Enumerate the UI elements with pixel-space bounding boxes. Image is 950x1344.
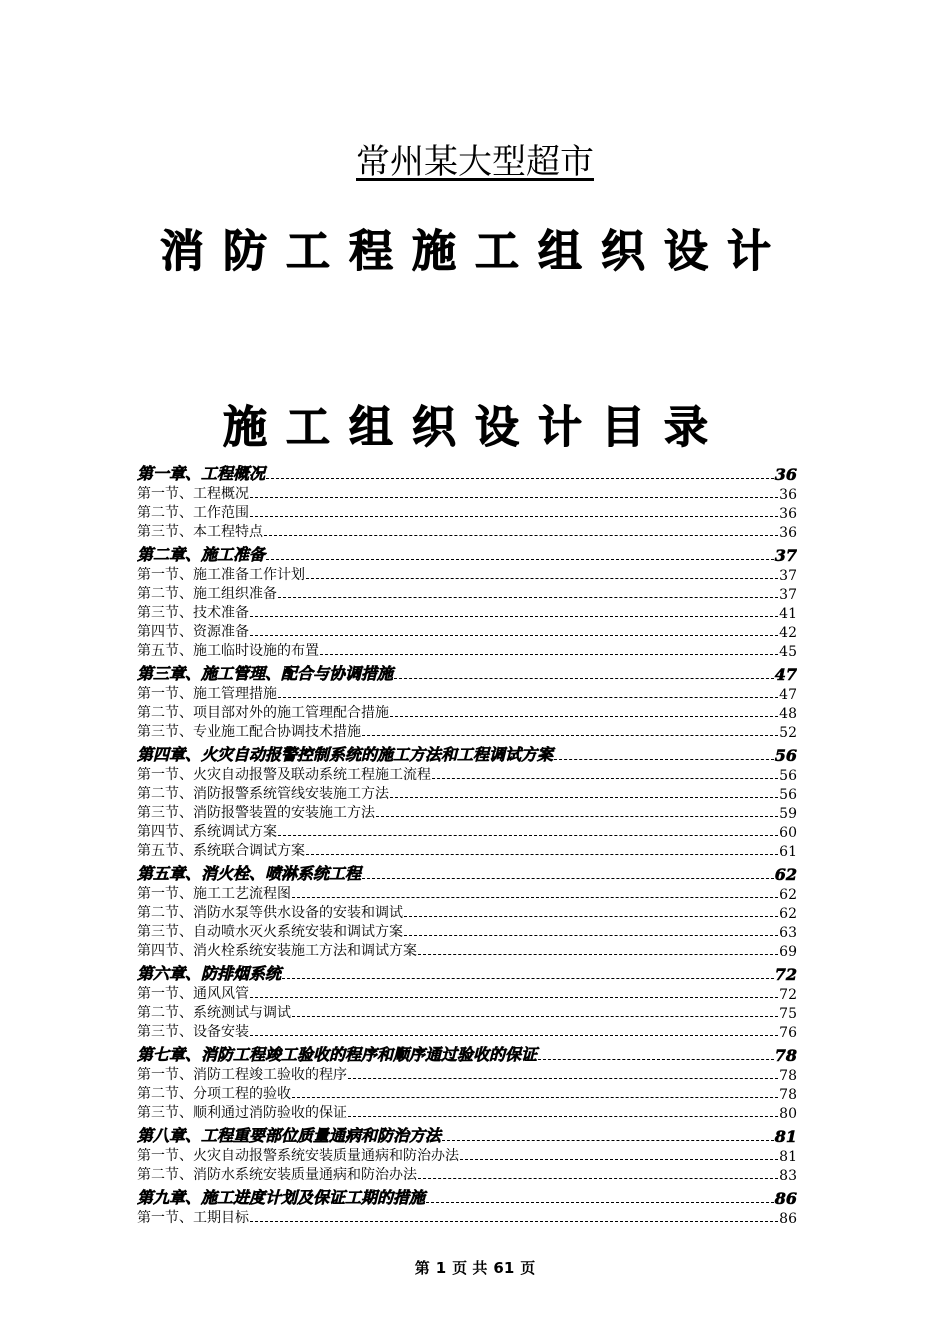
toc-entry-label: 第八章、工程重要部位质量通病和防治方法 <box>137 1126 442 1145</box>
toc-entry-label: 第一节、火灾自动报警及联动系统工程施工流程 <box>137 767 431 783</box>
toc-entry-label: 第一节、施工准备工作计划 <box>137 567 305 583</box>
toc-entry-label: 第一节、火灾自动报警系统安装质量通病和防治办法 <box>137 1148 459 1164</box>
toc-section-row[interactable] <box>137 1165 797 1184</box>
toc-section-row[interactable] <box>137 484 797 503</box>
toc-entry-label: 第九章、施工进度计划及保证工期的措施 <box>137 1188 426 1207</box>
toc-page-number: 47 <box>779 687 797 703</box>
toc-entry-label: 第二节、消防水系统安装质量通病和防治办法 <box>137 1167 417 1183</box>
toc-dot-leader <box>250 616 778 617</box>
toc-page-number: 37 <box>779 587 797 603</box>
toc-entry-label: 第四节、资源准备 <box>137 624 249 640</box>
toc-entry-label: 第五章、消火栓、喷淋系统工程 <box>137 864 362 883</box>
toc-dot-leader <box>250 1221 778 1222</box>
toc-page-number: 72 <box>774 965 797 984</box>
toc-page-number: 75 <box>779 1006 797 1022</box>
toc-section-row[interactable] <box>137 584 797 603</box>
toc-dot-leader <box>266 559 774 560</box>
toc-dot-leader <box>362 878 774 879</box>
toc-entry-label: 第七章、消防工程竣工验收的程序和顺序通过验收的保证 <box>137 1045 538 1064</box>
toc-dot-leader <box>404 916 778 917</box>
toc-dot-leader <box>266 478 774 479</box>
toc-dot-leader <box>432 778 778 779</box>
toc-dot-leader <box>390 716 778 717</box>
toc-page-number: 62 <box>779 887 797 903</box>
toc-section-row[interactable] <box>137 884 797 903</box>
toc-dot-leader <box>376 816 778 817</box>
toc-heading: 施工组织设计目录 <box>223 402 727 453</box>
toc-section-row[interactable] <box>137 1103 797 1122</box>
toc-dot-leader <box>426 1202 774 1203</box>
toc-section-row[interactable] <box>137 841 797 860</box>
toc-entry-label: 第一节、施工工艺流程图 <box>137 886 291 902</box>
toc-section-row[interactable] <box>137 1065 797 1084</box>
toc-dot-leader <box>348 1078 778 1079</box>
toc-section-row[interactable] <box>137 922 797 941</box>
toc-dot-leader <box>404 935 778 936</box>
toc-section-row[interactable] <box>137 941 797 960</box>
toc-page-number: 37 <box>779 568 797 584</box>
footer-total-pages: 61 <box>493 1259 515 1277</box>
toc-entry-label: 第三节、技术准备 <box>137 605 249 621</box>
toc-chapter-row[interactable] <box>137 1122 797 1146</box>
toc-page-number: 62 <box>779 906 797 922</box>
toc-entry-label: 第二节、工作范围 <box>137 505 249 521</box>
toc-page-number: 83 <box>779 1168 797 1184</box>
toc-section-row[interactable] <box>137 765 797 784</box>
toc-page-number: 78 <box>779 1068 797 1084</box>
toc-entry-label: 第二节、消防报警系统管线安装施工方法 <box>137 786 389 802</box>
toc-chapter-row[interactable] <box>137 460 797 484</box>
toc-page-number: 52 <box>779 725 797 741</box>
toc-dot-leader <box>418 954 778 955</box>
toc-page-number: 86 <box>779 1211 797 1227</box>
toc-dot-leader <box>250 516 778 517</box>
toc-dot-leader <box>538 1059 774 1060</box>
footer-middle: 页 共 <box>452 1259 488 1277</box>
toc-page-number: 63 <box>779 925 797 941</box>
toc-page-number: 45 <box>779 644 797 660</box>
toc-entry-label: 第二章、施工准备 <box>137 545 266 564</box>
toc-entry-label: 第四节、消火栓系统安装施工方法和调试方案 <box>137 943 417 959</box>
toc-page-number: 37 <box>774 546 797 565</box>
toc-section-row[interactable] <box>137 784 797 803</box>
toc-section-row[interactable] <box>137 503 797 522</box>
footer-current-page: 1 <box>435 1259 447 1277</box>
toc-page-number: 36 <box>779 487 797 503</box>
toc-entry-label: 第一节、消防工程竣工验收的程序 <box>137 1067 347 1083</box>
toc-entry-label: 第三节、自动喷水灭火系统安装和调试方案 <box>137 924 403 940</box>
toc-page-number: 81 <box>774 1127 797 1146</box>
toc-chapter-row[interactable] <box>137 1041 797 1065</box>
toc-dot-leader <box>250 1035 778 1036</box>
toc-page-number: 56 <box>774 746 797 765</box>
page-footer <box>0 1257 950 1278</box>
toc-chapter-row[interactable] <box>137 960 797 984</box>
toc-entry-label: 第一节、通风风管 <box>137 986 249 1002</box>
toc-section-row[interactable] <box>137 1084 797 1103</box>
toc-section-row[interactable] <box>137 703 797 722</box>
toc-page-number: 78 <box>774 1046 797 1065</box>
toc-dot-leader <box>554 759 774 760</box>
toc-section-row[interactable] <box>137 722 797 741</box>
toc-section-row[interactable] <box>137 1022 797 1041</box>
toc-page-number: 72 <box>779 987 797 1003</box>
toc-page-number: 81 <box>779 1149 797 1165</box>
toc-page-number: 60 <box>779 825 797 841</box>
document-subtitle <box>0 140 950 184</box>
toc-entry-label: 第三章、施工管理、配合与协调措施 <box>137 664 394 683</box>
toc-section-row[interactable] <box>137 641 797 660</box>
toc-entry-label: 第三节、设备安装 <box>137 1024 249 1040</box>
toc-page-number: 61 <box>779 844 797 860</box>
toc-dot-leader <box>278 697 778 698</box>
toc-page-number: 42 <box>779 625 797 641</box>
toc-entry-label: 第六章、防排烟系统 <box>137 964 282 983</box>
toc-section-row[interactable] <box>137 903 797 922</box>
toc-dot-leader <box>250 997 778 998</box>
toc-page-number: 59 <box>779 806 797 822</box>
toc-dot-leader <box>306 854 778 855</box>
toc-entry-label: 第五节、施工临时设施的布置 <box>137 643 319 659</box>
toc-page-number: 48 <box>779 706 797 722</box>
table-of-contents <box>137 460 797 1227</box>
toc-page-number: 36 <box>779 525 797 541</box>
toc-entry-label: 第二节、项目部对外的施工管理配合措施 <box>137 705 389 721</box>
toc-dot-leader <box>292 1016 778 1017</box>
toc-section-row[interactable] <box>137 622 797 641</box>
toc-entry-label: 第一节、工程概况 <box>137 486 249 502</box>
toc-chapter-row[interactable] <box>137 741 797 765</box>
toc-dot-leader <box>320 654 778 655</box>
toc-dot-leader <box>418 1178 778 1179</box>
toc-section-row[interactable] <box>137 565 797 584</box>
toc-section-row[interactable] <box>137 1208 797 1227</box>
toc-section-row[interactable] <box>137 1146 797 1165</box>
toc-page-number: 80 <box>779 1106 797 1122</box>
toc-dot-leader <box>442 1140 774 1141</box>
toc-page-number: 62 <box>774 865 797 884</box>
toc-page-number: 86 <box>774 1189 797 1208</box>
toc-dot-leader <box>282 978 774 979</box>
document-subtitle-text: 常州某大型超市 <box>356 142 594 182</box>
toc-entry-label: 第四节、系统调试方案 <box>137 824 277 840</box>
toc-page-number: 36 <box>779 506 797 522</box>
toc-page-number: 78 <box>779 1087 797 1103</box>
toc-dot-leader <box>394 678 774 679</box>
toc-entry-label: 第五节、系统联合调试方案 <box>137 843 305 859</box>
toc-entry-label: 第一章、工程概况 <box>137 464 266 483</box>
toc-chapter-row[interactable] <box>137 1184 797 1208</box>
toc-page-number: 41 <box>779 606 797 622</box>
footer-prefix: 第 <box>414 1259 430 1277</box>
toc-entry-label: 第二节、分项工程的验收 <box>137 1086 291 1102</box>
toc-section-row[interactable] <box>137 822 797 841</box>
toc-dot-leader <box>460 1159 778 1160</box>
toc-entry-label: 第四章、火灾自动报警控制系统的施工方法和工程调试方案 <box>137 745 554 764</box>
toc-entry-label: 第二节、系统测试与调试 <box>137 1005 291 1021</box>
toc-page-number: 56 <box>779 787 797 803</box>
toc-dot-leader <box>250 497 778 498</box>
toc-entry-label: 第一节、工期目标 <box>137 1210 249 1226</box>
toc-section-row[interactable] <box>137 603 797 622</box>
toc-entry-label: 第三节、顺利通过消防验收的保证 <box>137 1105 347 1121</box>
toc-dot-leader <box>278 835 778 836</box>
toc-dot-leader <box>292 897 778 898</box>
toc-section-row[interactable] <box>137 684 797 703</box>
toc-page-number: 47 <box>774 665 797 684</box>
toc-dot-leader <box>348 1116 778 1117</box>
toc-chapter-row[interactable] <box>137 660 797 684</box>
toc-entry-label: 第三节、专业施工配合协调技术措施 <box>137 724 361 740</box>
toc-chapter-row[interactable] <box>137 541 797 565</box>
toc-section-row[interactable] <box>137 1003 797 1022</box>
toc-entry-label: 第一节、施工管理措施 <box>137 686 277 702</box>
toc-page-number: 76 <box>779 1025 797 1041</box>
toc-chapter-row[interactable] <box>137 860 797 884</box>
toc-dot-leader <box>362 735 778 736</box>
toc-dot-leader <box>278 597 778 598</box>
toc-section-row[interactable] <box>137 522 797 541</box>
toc-dot-leader <box>264 535 778 536</box>
toc-page-number: 69 <box>779 944 797 960</box>
footer-suffix: 页 <box>520 1259 536 1277</box>
toc-entry-label: 第三节、消防报警装置的安装施工方法 <box>137 805 375 821</box>
toc-entry-label: 第二节、消防水泵等供水设备的安装和调试 <box>137 905 403 921</box>
toc-page-number: 56 <box>779 768 797 784</box>
toc-dot-leader <box>306 578 778 579</box>
toc-entry-label: 第二节、施工组织准备 <box>137 586 277 602</box>
toc-section-row[interactable] <box>137 984 797 1003</box>
document-title: 消防工程施工组织设计 <box>160 226 790 277</box>
toc-dot-leader <box>292 1097 778 1098</box>
toc-dot-leader <box>390 797 778 798</box>
toc-dot-leader <box>250 635 778 636</box>
toc-page-number: 36 <box>774 465 797 484</box>
toc-section-row[interactable] <box>137 803 797 822</box>
toc-entry-label: 第三节、本工程特点 <box>137 524 263 540</box>
